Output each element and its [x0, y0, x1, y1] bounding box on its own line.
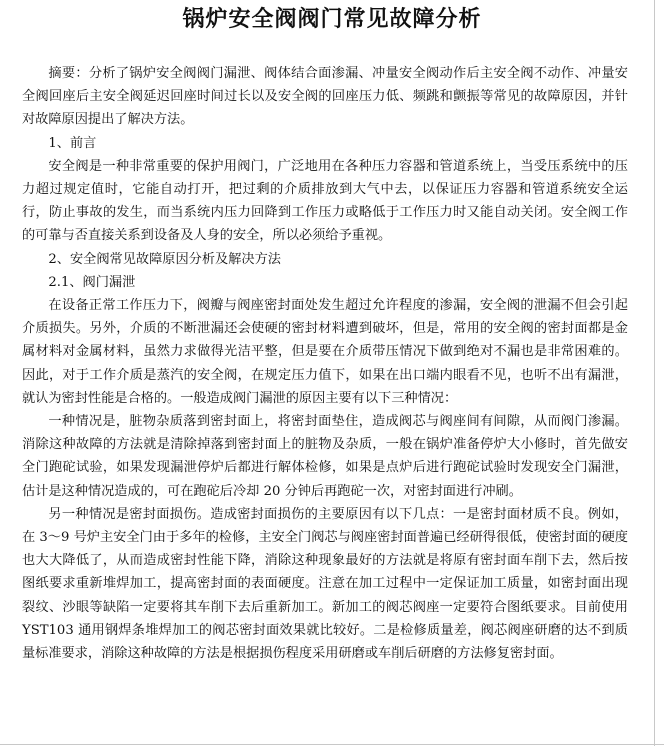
document-title: 锅炉安全阀阀门常见故障分析 — [182, 6, 482, 32]
section-2-1-paragraph-2: 一种情况是，脏物杂质落到密封面上，将密封面垫住，造成阀芯与阀座间有间隙，从而阀门渗漏。消除这种故障的方法就是清除掉落到密封面上的脏物及杂质，一般在锅炉准备停炉大小修时，首先做安全门跑砣试验，如果发现漏泄停炉后都进行解体检修，如果是点炉后进行跑砣试验时发现安全门漏泄，估计是这种情况造成的，可在跑砣后冷却 20 分钟后再跑砣一次，对密封面进行冲刷。 — [22, 414, 628, 499]
section-2-1-heading: 2.1、阀门漏泄 — [48, 274, 136, 290]
section-1-paragraph: 安全阀是一种非常重要的保护用阀门，广泛地用在各种压力容器和管道系统上，当受压系统中的压力超过规定值时，它能自动打开，把过剩的介质排放到大气中去，以保证压力容器和管道系统安全运行，防止事故的发生，而当系统内压力回降到工作压力或略低于工作压力时又能自动关闭。安全阀工作的可靠与否直接关系到设备及人身的安全，所以必须给予重视。 — [22, 158, 628, 244]
section-2-heading: 2、安全阀常见故障原因分析及解决方法 — [48, 251, 281, 267]
page-edge-bottom — [0, 744, 664, 745]
abstract-paragraph: 摘要：分析了锅炉安全阀阀门漏泄、阀体结合面渗漏、冲量安全阀动作后主安全阀不动作、冲量安全阀回座后主安全阀延迟回座时间过长以及安全阀的回座压力低、频跳和颤振等常见的故障原因，并针对故障原因提出了解决方法。 — [22, 66, 628, 128]
section-2-1-paragraph-3: 另一种情况是密封面损伤。造成密封面损伤的主要原因有以下几点：一是密封面材质不良。例如，在 3～9 号炉主安全门由于多年的检修，主安全门阀芯与阀座密封面普遍已经研得很低，使密封面的硬度也大大降低了，从而造成密封性能下降，消除这种现象最好的方法就是将原有密封面车削下去，然后按图纸要求重新堆焊加工，提高密封面的表面硬度。注意在加工过程中一定保证加工质量，如密封面出现裂纹、沙眼等缺陷一定要将其车削下去后重新加工。新加工的阀芯阀座一定要符合图纸要求。目前使用 YST103 通用钢焊条堆焊加工的阀芯密封面效果就比较好。二是检修质量差，阀芯阀座研磨的达不到质量标准要求，消除这种故障的方法是根据损伤程度采用研磨或车削后研磨的方法修复密封面。 — [22, 506, 628, 662]
document-body — [22, 62, 628, 665]
section-2-1-paragraph-1: 在设备正常工作压力下，阀瓣与阀座密封面处发生超过允许程度的渗漏，安全阀的泄漏不但会引起介质损失。另外，介质的不断泄漏还会使硬的密封材料遭到破坏，但是，常用的安全阀的密封面都是金属材料对金属材料，虽然力求做得光洁平整，但是要在介质带压情况下做到绝对不漏也是非常困难的。因此，对于工作介质是蒸汽的安全阀，在规定压力值下，如果在出口端内眼看不见，也听不出有漏泄，就认为密封性能是合格的。一般造成阀门漏泄的原因主要有以下三种情况： — [22, 298, 628, 406]
section-1-heading: 1、前言 — [48, 135, 97, 151]
page-edge-right — [654, 0, 655, 746]
